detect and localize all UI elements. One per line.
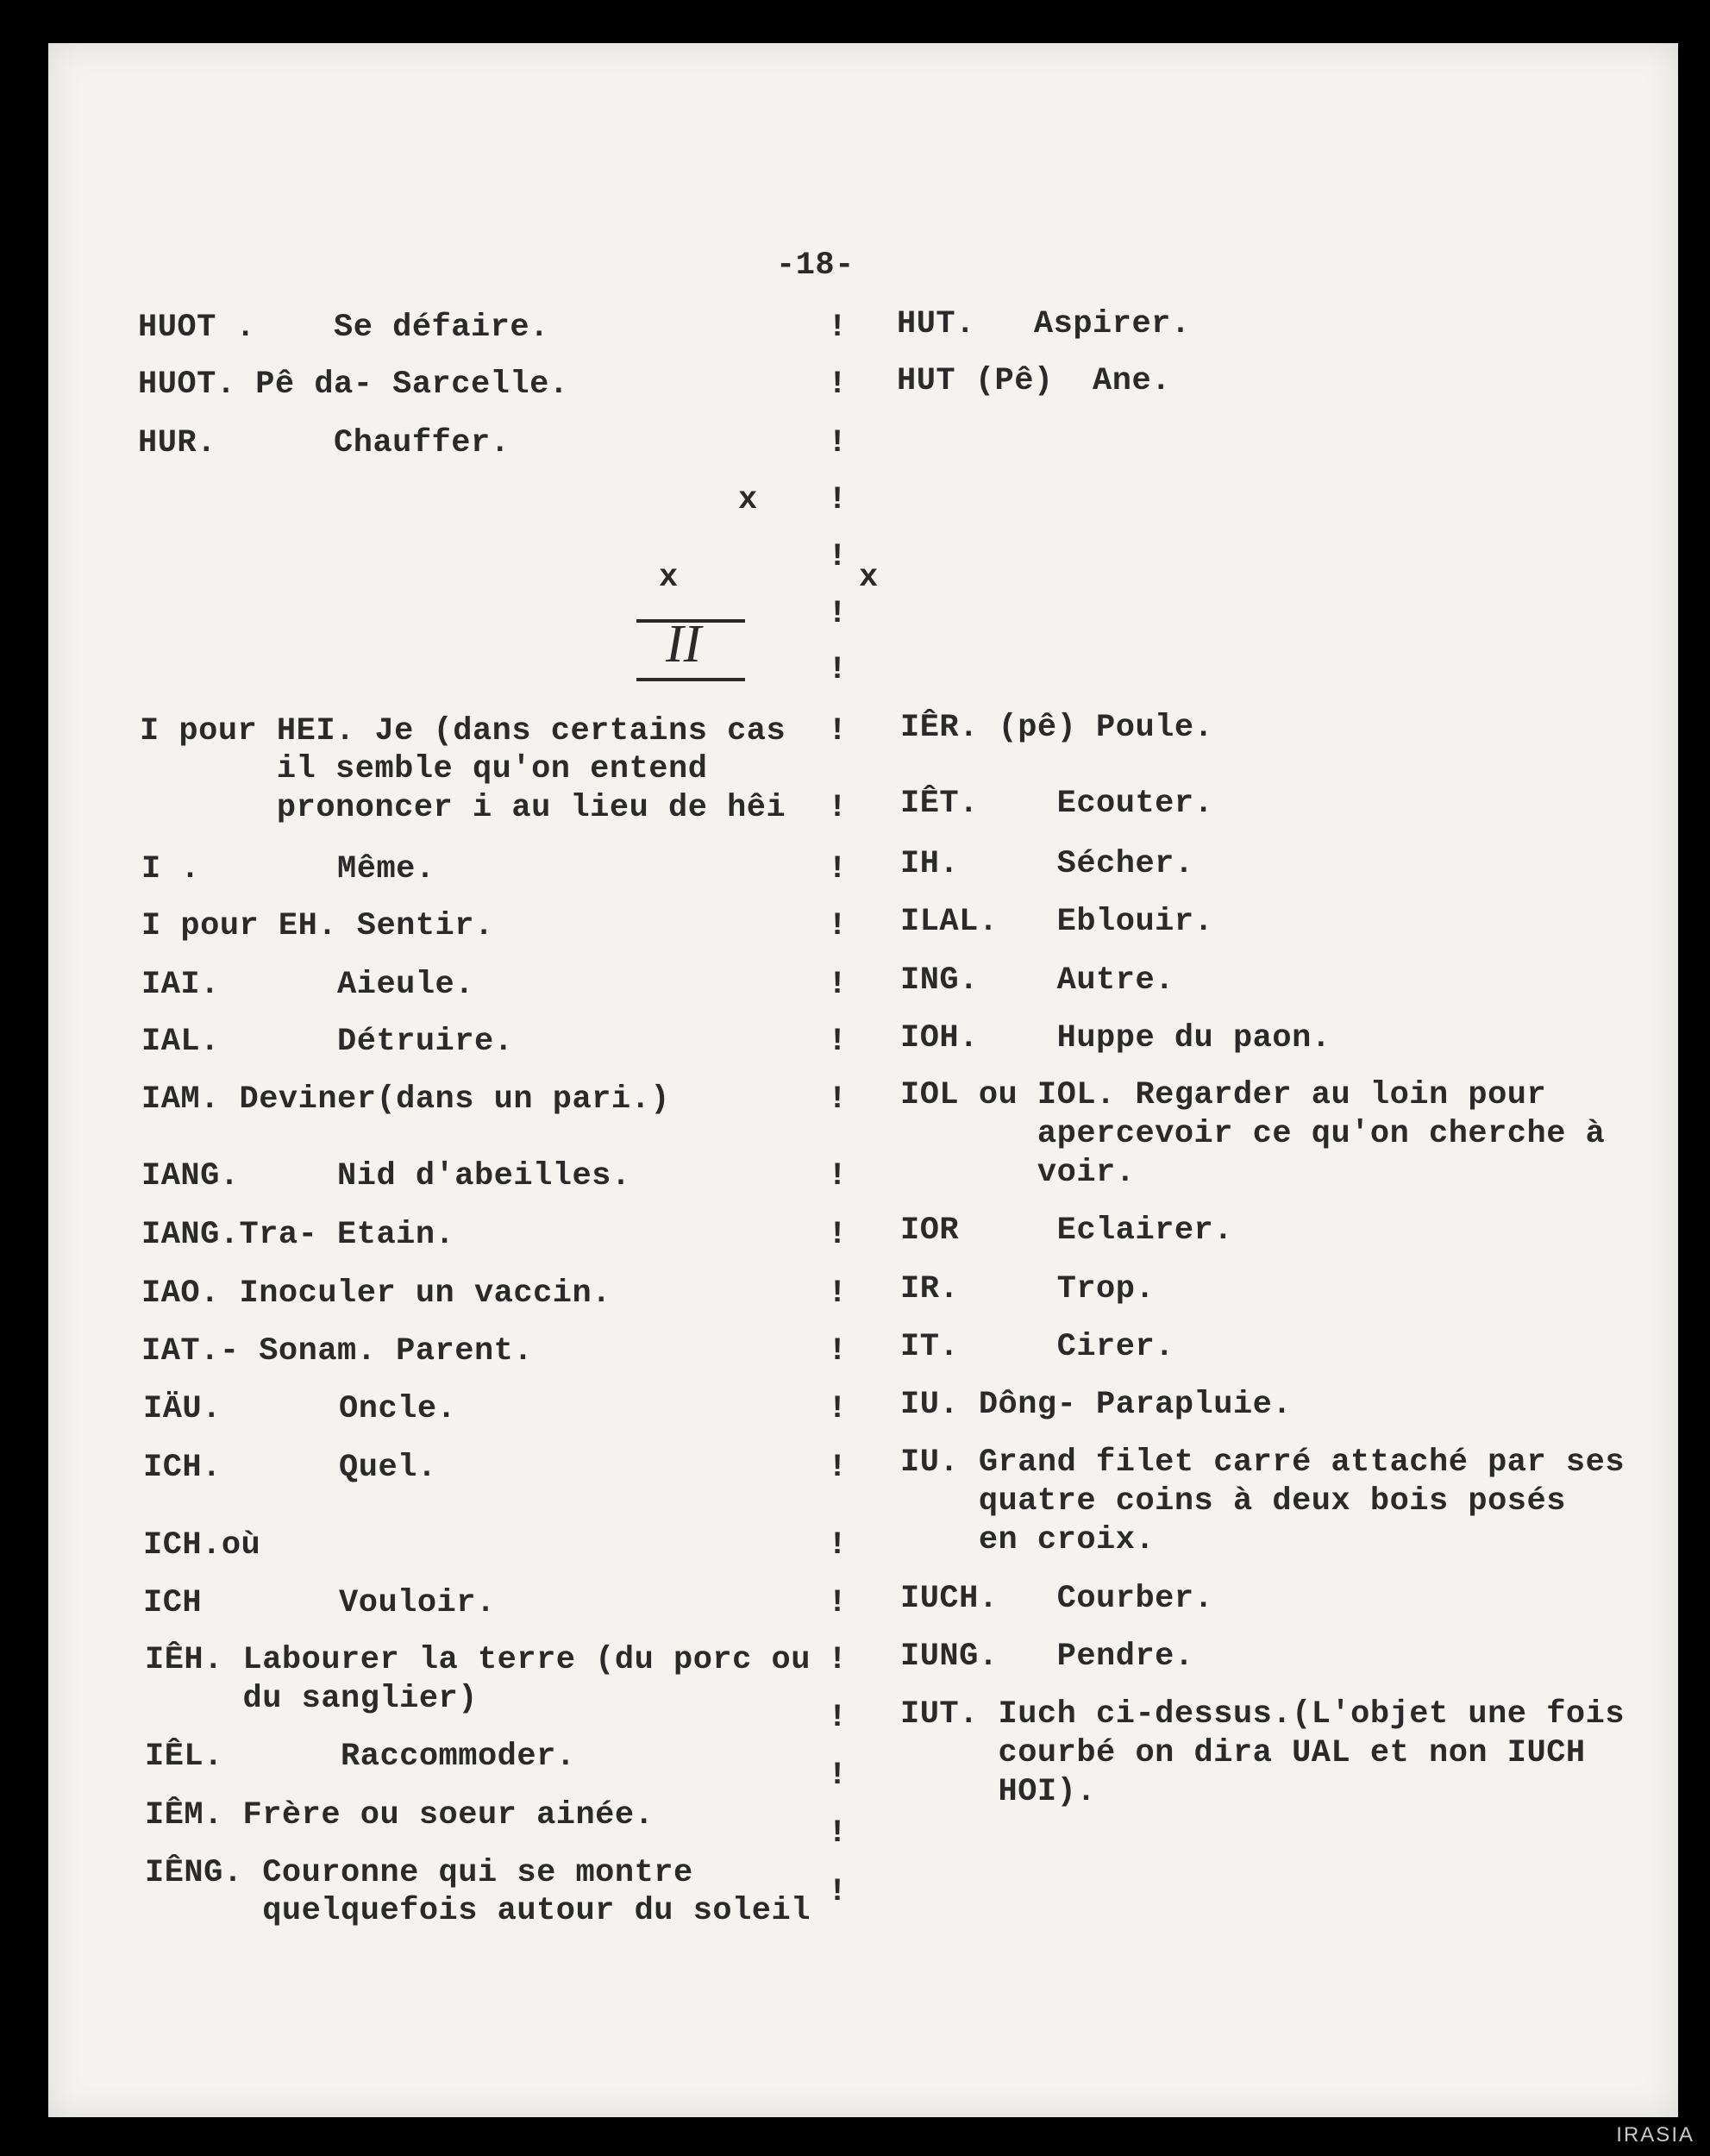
entry-left: IAO. Inoculer un vaccin.: [141, 1275, 611, 1312]
archive-watermark: IRASIA: [1616, 2123, 1694, 2147]
column-divider: !: [828, 1700, 848, 1736]
separator-x: x: [738, 482, 758, 518]
entry-left: I . Même.: [141, 851, 435, 887]
entry-left-cont: du sanglier): [145, 1681, 478, 1717]
column-divider: !: [828, 482, 848, 518]
entry-right: IT. Cirer.: [900, 1329, 1174, 1365]
entry-left: IÄU. Oncle.: [143, 1391, 457, 1427]
page-number: -18-: [776, 248, 855, 284]
column-divider: !: [828, 1275, 848, 1312]
column-divider: !: [828, 1874, 848, 1910]
column-divider: !: [828, 1217, 848, 1253]
entry-left-cont: prononcer i au lieu de hêi: [140, 790, 786, 826]
entry-left: IANG.Tra- Etain.: [141, 1217, 455, 1253]
entry-right: ILAL. Eblouir.: [900, 904, 1214, 940]
column-divider: !: [828, 908, 848, 944]
entry-left: IAM. Deviner(dans un pari.): [141, 1081, 670, 1118]
column-divider: !: [828, 1158, 848, 1194]
column-divider: !: [828, 1081, 848, 1118]
section-heading: [636, 615, 745, 681]
entry-left: IÊL. Raccommoder.: [145, 1739, 576, 1775]
column-divider: !: [828, 1815, 848, 1852]
entry-right-cont: en croix.: [900, 1522, 1156, 1558]
entry-left: ICH.où: [143, 1527, 261, 1564]
entry-right: IÊR. (pê) Poule.: [900, 710, 1214, 746]
entry-right: ING. Autre.: [900, 962, 1174, 999]
entry-left: I pour EH. Sentir.: [141, 908, 494, 944]
column-divider: !: [828, 539, 848, 575]
entry-right-cont: HOI).: [900, 1774, 1097, 1810]
entry-right: IÊT. Ecouter.: [900, 786, 1214, 822]
entry-left: HUR. Chauffer.: [138, 425, 510, 461]
column-divider: !: [828, 713, 848, 749]
entry-right: IUT. Iuch ci-dessus.(L'objet une fois: [900, 1696, 1625, 1733]
column-divider: !: [828, 1391, 848, 1427]
entry-right-cont: quatre coins à deux bois posés: [900, 1483, 1566, 1520]
column-divider: !: [828, 1333, 848, 1369]
entry-left: IÊNG. Couronne qui se montre: [145, 1855, 693, 1891]
column-divider: !: [828, 1024, 848, 1060]
column-divider: !: [828, 310, 848, 346]
column-divider: !: [828, 596, 848, 632]
entry-right-cont: voir.: [900, 1155, 1136, 1191]
column-divider: !: [828, 1527, 848, 1564]
column-divider: !: [828, 967, 848, 1003]
entry-right: IUCH. Courber.: [900, 1581, 1214, 1617]
entry-left: IAL. Détruire.: [141, 1024, 514, 1060]
column-divider: !: [828, 367, 848, 403]
entry-left: IAI. Aieule.: [141, 967, 474, 1003]
entry-left: ICH Vouloir.: [143, 1585, 496, 1621]
column-divider: !: [828, 1642, 848, 1678]
entry-right-cont: apercevoir ce qu'on cherche à: [900, 1116, 1606, 1152]
entry-right: IU. Dông- Parapluie.: [900, 1387, 1293, 1423]
entry-left: I pour HEI. Je (dans certains cas: [140, 713, 786, 749]
entry-right: HUT. Aspirer.: [897, 306, 1191, 342]
column-divider: !: [828, 1450, 848, 1486]
column-divider: !: [828, 1585, 848, 1621]
entry-right: IU. Grand filet carré attaché par ses: [900, 1445, 1625, 1481]
entry-left: IAT.- Sonam. Parent.: [141, 1333, 534, 1369]
entry-right: IOL ou IOL. Regarder au loin pour: [900, 1077, 1547, 1113]
column-divider: !: [828, 851, 848, 887]
entry-right-cont: courbé on dira UAL et non IUCH: [900, 1735, 1586, 1771]
entry-right: IOR Eclairer.: [900, 1213, 1233, 1249]
entry-left: IÊH. Labourer la terre (du porc ou: [145, 1642, 811, 1678]
entry-left: IANG. Nid d'abeilles.: [141, 1158, 631, 1194]
section-roman-numeral: II: [666, 615, 702, 674]
entry-right: IR. Trop.: [900, 1271, 1156, 1307]
entry-right: HUT (Pê) Ane.: [897, 363, 1171, 399]
separator-x: x: [859, 560, 879, 596]
entry-right: IOH. Huppe du paon.: [900, 1020, 1331, 1056]
entry-left-cont: quelquefois autour du soleil: [145, 1893, 811, 1929]
entry-right: IUNG. Pendre.: [900, 1639, 1194, 1675]
entry-left: ICH. Quel.: [143, 1450, 437, 1486]
entry-left: IÊM. Frère ou soeur ainée.: [145, 1797, 655, 1833]
entry-right: IH. Sécher.: [900, 846, 1194, 882]
column-divider: !: [828, 652, 848, 688]
entry-left: HUOT . Se défaire.: [138, 310, 549, 346]
column-divider: !: [828, 425, 848, 461]
entry-left-cont: il semble qu'on entend: [140, 751, 708, 787]
separator-x: x: [659, 560, 679, 596]
column-divider: !: [828, 790, 848, 826]
entry-left: HUOT. Pê da- Sarcelle.: [138, 367, 569, 403]
column-divider: !: [828, 1758, 848, 1794]
